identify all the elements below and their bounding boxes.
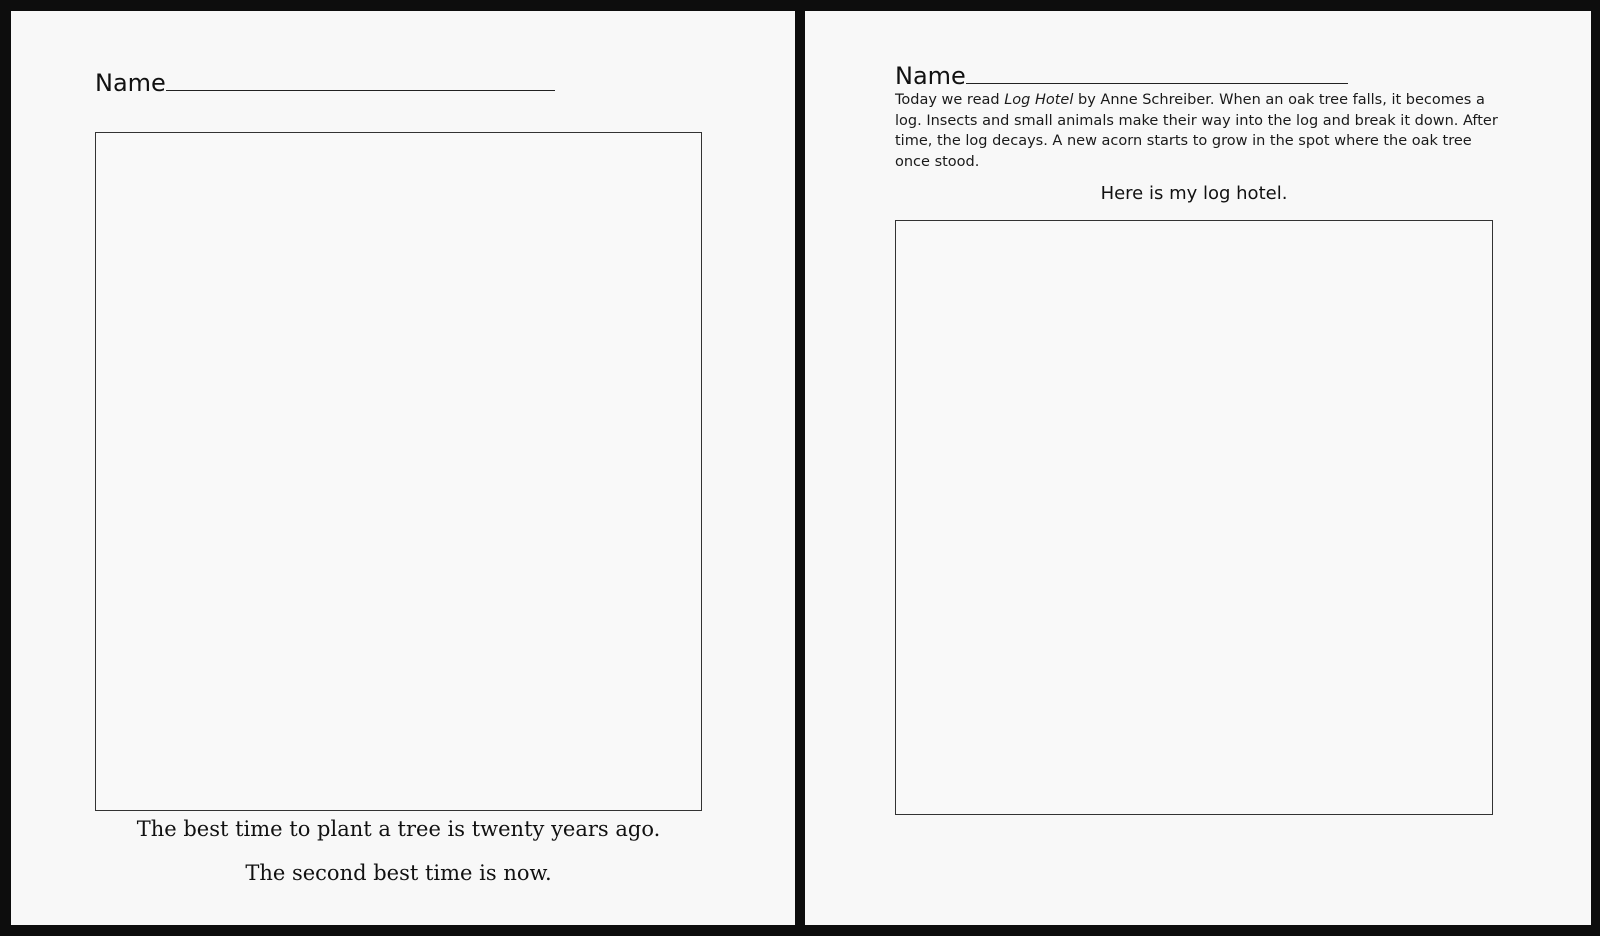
box-caption: Here is my log hotel. <box>1100 183 1288 204</box>
quote-line-2: The second best time is now. <box>245 861 552 885</box>
name-label: Name <box>95 69 166 97</box>
drawing-box <box>95 132 702 811</box>
quote-line-1: The best time to plant a tree is twenty years ago. <box>136 817 661 841</box>
name-label: Name <box>895 62 966 90</box>
name-blank-line <box>966 63 1348 84</box>
name-blank-line <box>166 70 555 91</box>
worksheet-right <box>805 11 1591 925</box>
name-field <box>95 70 555 95</box>
name-field <box>895 63 1348 88</box>
worksheet-left <box>11 11 795 925</box>
book-title: Log Hotel <box>1004 92 1074 108</box>
intro-paragraph <box>895 90 1505 172</box>
intro-text-start: Today we read <box>895 92 1005 108</box>
drawing-box <box>895 220 1493 815</box>
intro-text-end: by Anne Schreiber. When an oak tree falls, it becomes a log. Insects and small animals make their way into the log and break it down. After time, the log decays. A new acorn starts to grow in the spot where the oak tree once stood. <box>895 92 1498 170</box>
